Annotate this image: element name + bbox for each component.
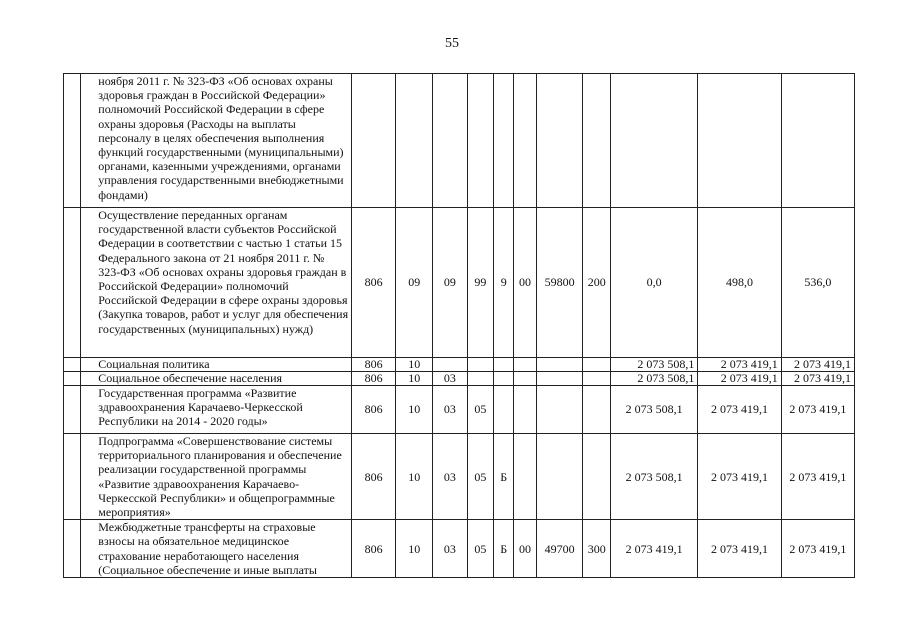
ved-cell: 806 — [351, 434, 396, 520]
year3-cell: 2 073 419,1 — [781, 520, 854, 578]
year3-cell: 2 073 419,1 — [781, 358, 854, 372]
pr-cell: 03 — [433, 386, 468, 434]
table-row — [64, 74, 855, 208]
year1-cell: 2 073 508,1 — [610, 386, 697, 434]
row-marker-cell — [64, 372, 81, 386]
row-marker-cell — [64, 520, 81, 578]
row-name: ноября 2011 г. № 323-ФЗ «Об основах охраны здоровья граждан в Российской Федерации» полномочий Российской Федерации в сфере охраны здоровья (Расходы на выплаты персоналу в целях обеспечения выполнения функций государственными (муниципальными) органами, казенными учреждениями, органами управления государственными внебюджетными фондами) — [81, 74, 351, 208]
pr-cell — [433, 74, 468, 208]
year2-cell: 2 073 419,1 — [698, 358, 781, 372]
pr-cell: 03 — [433, 520, 468, 578]
year1-cell: 0,0 — [610, 208, 697, 358]
table-row — [64, 372, 855, 386]
ved-cell: 806 — [351, 372, 396, 386]
page-number: 55 — [445, 36, 459, 51]
year3-cell: 2 073 419,1 — [781, 434, 854, 520]
rz-cell: 10 — [396, 372, 433, 386]
year3-cell: 536,0 — [781, 208, 854, 358]
cs2-cell: Б — [494, 434, 514, 520]
vr-cell — [583, 434, 610, 520]
rz-cell: 10 — [396, 358, 433, 372]
cs3-cell — [514, 358, 536, 372]
ved-cell: 806 — [351, 520, 396, 578]
ved-cell: 806 — [351, 358, 396, 372]
vr-cell: 200 — [583, 208, 610, 358]
row-marker-cell — [64, 208, 81, 358]
cs4-cell — [536, 358, 583, 372]
cs4-cell: 59800 — [536, 208, 583, 358]
cs2-cell — [494, 372, 514, 386]
cs2-cell: Б — [494, 520, 514, 578]
row-marker-cell — [64, 434, 81, 520]
cs1-cell: 99 — [467, 208, 493, 358]
table-row — [64, 208, 855, 358]
year2-cell: 2 073 419,1 — [698, 386, 781, 434]
year2-cell — [698, 74, 781, 208]
year2-cell: 498,0 — [698, 208, 781, 358]
year1-cell: 2 073 419,1 — [610, 520, 697, 578]
cs1-cell — [467, 74, 493, 208]
vr-cell — [583, 372, 610, 386]
cs3-cell: 00 — [514, 520, 536, 578]
rz-cell: 10 — [396, 434, 433, 520]
cs3-cell: 00 — [514, 208, 536, 358]
vr-cell — [583, 74, 610, 208]
table-row — [64, 386, 855, 434]
ved-cell: 806 — [351, 386, 396, 434]
table-row — [64, 358, 855, 372]
ved-cell — [351, 74, 396, 208]
pr-cell: 03 — [433, 434, 468, 520]
row-name: Социальная политика — [81, 358, 351, 372]
pr-cell: 09 — [433, 208, 468, 358]
year3-cell — [781, 74, 854, 208]
rz-cell: 10 — [396, 386, 433, 434]
year1-cell — [610, 74, 697, 208]
table-row — [64, 520, 855, 578]
table-row — [64, 434, 855, 520]
year2-cell: 2 073 419,1 — [698, 372, 781, 386]
cs3-cell — [514, 74, 536, 208]
cs4-cell: 49700 — [536, 520, 583, 578]
vr-cell — [583, 358, 610, 372]
year1-cell: 2 073 508,1 — [610, 434, 697, 520]
cs2-cell — [494, 386, 514, 434]
rz-cell: 09 — [396, 208, 433, 358]
pr-cell: 03 — [433, 372, 468, 386]
cs3-cell — [514, 372, 536, 386]
rz-cell — [396, 74, 433, 208]
vr-cell: 300 — [583, 520, 610, 578]
cs2-cell: 9 — [494, 208, 514, 358]
year1-cell: 2 073 508,1 — [610, 358, 697, 372]
budget-table — [63, 73, 855, 578]
rz-cell: 10 — [396, 520, 433, 578]
row-name: Социальное обеспечение населения — [81, 372, 351, 386]
year3-cell: 2 073 419,1 — [781, 372, 854, 386]
cs4-cell — [536, 434, 583, 520]
row-name: Осуществление переданных органам государственной власти субъектов Российской Федерации в соответствии с частью 1 статьи 15 Федерального закона от 21 ноября 2011 г. № 323-ФЗ «Об основах охраны здоровья граждан в Российской Федерации» полномочий Российской Федерации в сфере охраны здоровья (Закупка товаров, работ и услуг для обеспечения государственных (муниципальных) нужд) — [81, 208, 351, 358]
row-marker-cell — [64, 74, 81, 208]
cs1-cell — [467, 358, 493, 372]
cs2-cell — [494, 358, 514, 372]
row-name: Подпрограмма «Совершенствование системы территориального планирования и обеспечение реализации государственной программы «Развитие здравоохранения Карачаево-Черкесской Республики» и общепрограммные мероприятия» — [81, 434, 351, 520]
cs2-cell — [494, 74, 514, 208]
cs4-cell — [536, 372, 583, 386]
row-marker-cell — [64, 358, 81, 372]
cs4-cell — [536, 74, 583, 208]
row-marker-cell — [64, 386, 81, 434]
year1-cell: 2 073 508,1 — [610, 372, 697, 386]
cs4-cell — [536, 386, 583, 434]
vr-cell — [583, 386, 610, 434]
year2-cell: 2 073 419,1 — [698, 434, 781, 520]
cs3-cell — [514, 434, 536, 520]
pr-cell — [433, 358, 468, 372]
row-name: Государственная программа «Развитие здравоохранения Карачаево-Черкесской Республики на 2014 - 2020 годы» — [81, 386, 351, 434]
ved-cell: 806 — [351, 208, 396, 358]
year2-cell: 2 073 419,1 — [698, 520, 781, 578]
cs1-cell — [467, 372, 493, 386]
cs1-cell: 05 — [467, 520, 493, 578]
row-name: Межбюджетные трансферты на страховые взносы на обязательное медицинское страхование неработающего населения (Социальное обеспечение и иные выплаты — [81, 520, 351, 578]
year3-cell: 2 073 419,1 — [781, 386, 854, 434]
cs1-cell: 05 — [467, 386, 493, 434]
cs3-cell — [514, 386, 536, 434]
cs1-cell: 05 — [467, 434, 493, 520]
